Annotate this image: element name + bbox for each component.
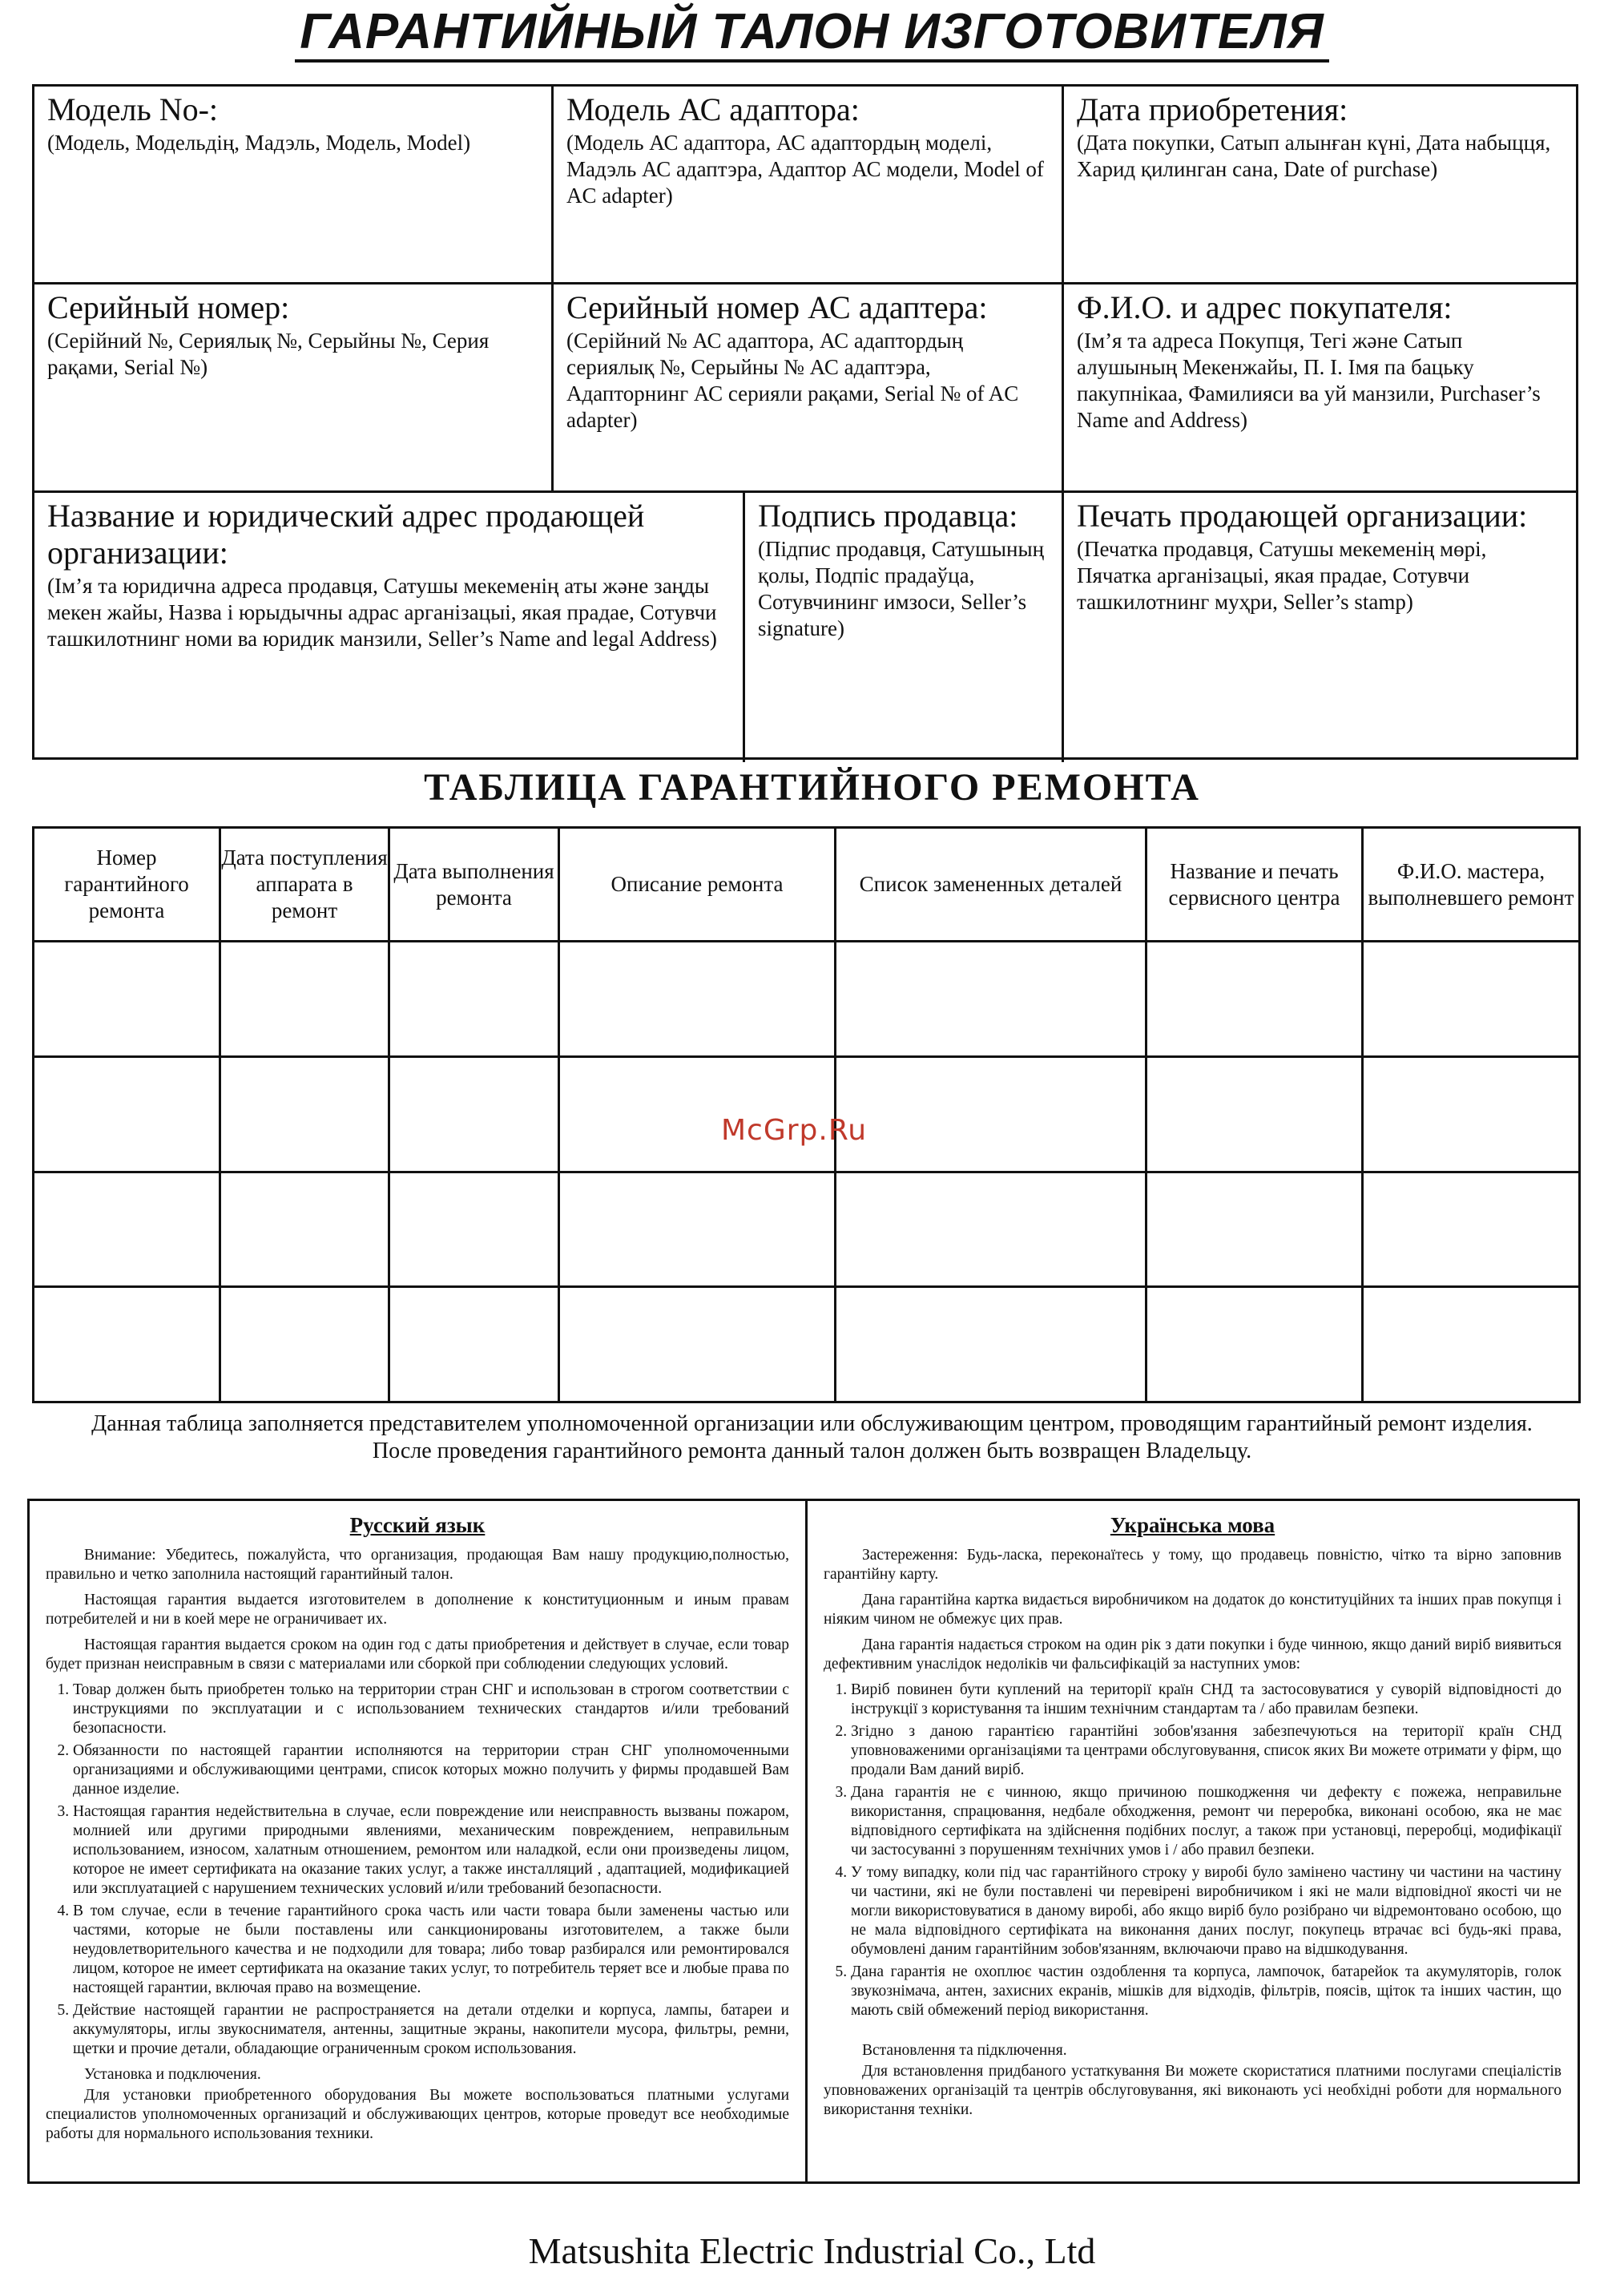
list-item: 4. В том случае, если в течение гарантийного срока часть или части товара были заменены частью или частями, которые не были поставлены или санкционированы изготовителем, а также были неудовлетворительного качества и не подходили для товара; либо товар разбирался или ремонтировался лицом, которое не имеет сертификата на оказание таких услуг, то потребитель теряет все и любые права по настоящей гарантии, включая право на возмещение.	[73, 1902, 789, 1998]
list-item: 3. Дана гарантія не є чинною, якщо причиною пошкодження чи дефекту є пожежа, неправильне використання, спрацювання, недбале обходження, ремонт чи переробка, виконані особою, яка не має відповідного сертифіката на здійснення подібних послуг, а також при установці, переробці, модифікації чи застосуванні з порушенням технічних умов і / або правил безпеки.	[851, 1783, 1562, 1860]
model-label: Модель No-:	[47, 91, 219, 127]
header-service-center: Название и печать сервисного центра	[1146, 828, 1363, 942]
table-header-row	[34, 828, 1580, 942]
seller-label: Название и юридический адрес продающей организации:	[47, 498, 645, 571]
table-cell[interactable]	[389, 1056, 559, 1172]
adapter-model-field[interactable]	[554, 87, 1062, 282]
table-cell[interactable]	[34, 1056, 220, 1172]
purchaser-field[interactable]	[1064, 285, 1576, 490]
table-cell[interactable]	[559, 1172, 836, 1287]
table-cell[interactable]	[1146, 1056, 1363, 1172]
seller-signature-field[interactable]	[745, 493, 1062, 760]
adapter-serial-label: Серийный номер АС адаптера:	[566, 289, 988, 325]
russian-conditions-list	[46, 1681, 789, 2059]
table-cell[interactable]	[220, 1287, 389, 1402]
list-item: 4. У тому випадку, коли під час гарантійного строку у виробі було замінено частину чи частини на частину чи частини, які не були поставлені чи перевірені виробничиком і які не мали відповідної якості чи не могли використовуватися в даному виробі, або якщо виріб було розібрано чи відремонтовано особою, що не мала відповідного сертифіката на виконання даних послуг, покупець втрачає всі будь-які права, обумовлені даним гарантійним зобов'язанням, включаючи право на відшкодування.	[851, 1863, 1562, 1959]
seller-signature-sublabel: (Підпис продавця, Сатушының қолы, Подпіс прадаўца, Сотувчининг имзоси, Seller’s signature)	[758, 537, 1045, 640]
russian-warning: Внимание: Убедитесь, пожалуйста, что организация, продающая Вам нашу продукцию,полностью, правильно и четко заполнила настоящий гарантийный талон.	[46, 1547, 789, 1583]
table-cell[interactable]	[836, 1172, 1146, 1287]
table-row	[34, 1287, 1580, 1402]
table-cell[interactable]	[34, 1172, 220, 1287]
table-cell[interactable]	[34, 942, 220, 1057]
table-note	[0, 1410, 1624, 1465]
list-item: 1. Виріб повинен бути куплений на території країн СНД та застосовуватися у суворій відповідності до інструкції з користування та іншим технічним стандартам та / або правилам безпеки.	[851, 1681, 1562, 1719]
repair-table-title: ТАБЛИЦА ГАРАНТИЙНОГО РЕМОНТА	[424, 766, 1200, 809]
table-cell[interactable]	[836, 942, 1146, 1057]
page-title	[0, 3, 1624, 60]
russian-paragraph: Настоящая гарантия выдается изготовителем в дополнение к конституционным и иным правам потребителей и ни в коей мере не ограничивает их.	[46, 1592, 789, 1628]
header-repair-description: Описание ремонта	[559, 828, 836, 942]
table-cell[interactable]	[34, 1287, 220, 1402]
company-footer: Matsushita Electric Industrial Co., Ltd	[528, 2230, 1096, 2271]
ukrainian-warning: Застереження: Будь-ласка, переконаїтесь у тому, що продавець повністю, чітко та вірно заповнив гарантійну карту.	[824, 1547, 1562, 1583]
table-cell[interactable]	[389, 1172, 559, 1287]
russian-heading: Русский язык	[349, 1513, 486, 1537]
table-cell[interactable]	[389, 942, 559, 1057]
ukrainian-terms	[808, 1501, 1578, 2126]
russian-install-text: Для установки приобретенного оборудования Вы можете воспользоваться платными услугами специалистов уполномоченных организаций и обслуживающих центров, которые проведут все необходимые работы для нормального использования техники.	[46, 2087, 789, 2142]
list-item: 5. Дана гарантія не охоплює частин оздоблення та корпуса, лампочок, батарейок та акумуляторів, голок звукознімача, антен, захисних екранів, мішків для відходів, фільтрів, поясів, щіток та інших частин, що мають свій обмежений період використання.	[851, 1963, 1562, 2020]
table-row	[34, 1172, 1580, 1287]
adapter-serial-sublabel: (Серійний № АС адаптора, АС адаптордың сериялық №, Серыйны № АС адаптэра, Адапторнинг АС серияли рақами, Serial № of AC adapter)	[566, 329, 1019, 432]
adapter-model-label: Модель АС адаптора:	[566, 91, 860, 127]
watermark: McGrp.Ru	[721, 1114, 868, 1147]
spacer	[824, 2027, 1562, 2041]
table-cell[interactable]	[1363, 1056, 1580, 1172]
purchase-date-label: Дата приобретения:	[1077, 91, 1348, 127]
russian-terms	[30, 1501, 805, 2150]
table-cell[interactable]	[389, 1287, 559, 1402]
table-cell[interactable]	[220, 1172, 389, 1287]
table-cell[interactable]	[220, 942, 389, 1057]
purchaser-sublabel: (Ім’я та адреса Покупця, Тегі және Сатып алушының Мекенжайы, П. І. Імя па бацьку пакупнікаа, Фамилияси ва уй манзили, Purchaser’s Name and Address)	[1077, 329, 1541, 432]
model-sublabel: (Модель, Модельдің, Мадэль, Модель, Model)	[47, 131, 471, 155]
table-cell[interactable]	[1363, 1172, 1580, 1287]
adapter-model-sublabel: (Модель АС адаптора, АС адаптордың моделі, Мадэль АС адаптэра, Адаптор АС модели, Model of AC adapter)	[566, 131, 1044, 208]
list-item: 1. Товар должен быть приобретен только на территории стран СНГ и использован в строгом соответствии с инструкциями по эксплуатации и с использованием технических стандартов и/или требований безопасности.	[73, 1681, 789, 1738]
table-row	[34, 942, 1580, 1057]
seller-signature-label: Подпись продавца:	[758, 498, 1018, 534]
ukrainian-heading: Українська мова	[1110, 1513, 1275, 1537]
table-cell[interactable]	[1363, 942, 1580, 1057]
header-repair-number: Номер гарантийного ремонта	[34, 828, 220, 942]
seller-field[interactable]	[34, 493, 743, 760]
purchase-date-field[interactable]	[1064, 87, 1576, 282]
table-cell[interactable]	[220, 1056, 389, 1172]
header-completed-date: Дата выполнения ремонта	[389, 828, 559, 942]
seller-sublabel: (Ім’я та юридична адреса продавця, Сатушы мекеменің аты және заңды мекен жайы, Назва і юрыдычны адрас арганізацыі, якая прадае, Сотувчи ташкилотнинг номи ва юридик манзили, Seller’s Name and legal Address)	[47, 574, 717, 651]
list-item: 2. Згідно з даною гарантією гарантійні зобов'язання забезпечуються на території країн СНД уповноваженими організаціями та центрами обслуговування, список яких Ви можете отримати у фірм, що продали Вам даний виріб.	[851, 1722, 1562, 1780]
russian-paragraph: Настоящая гарантия выдается сроком на один год с даты приобретения и действует в случае, если товар будет признан неисправным в связи с материалами или сборкой при соблюдении следующих условий.	[46, 1636, 789, 1673]
table-cell[interactable]	[1146, 1287, 1363, 1402]
seller-stamp-field[interactable]	[1064, 493, 1576, 760]
model-field[interactable]	[34, 87, 551, 282]
warranty-info-grid	[32, 84, 1578, 760]
ukrainian-paragraph: Дана гарантійна картка видається виробничиком на додаток до конституційних та інших прав покупця і ніяким чином не обмежує цих прав.	[824, 1592, 1562, 1628]
seller-stamp-sublabel: (Печатка продавця, Сатушы мекеменің мөрі, Пячатка арганізацыі, якая прадае, Сотувчи ташкилотнинг муҳри, Seller’s stamp)	[1077, 537, 1487, 614]
adapter-serial-field[interactable]	[554, 285, 1062, 490]
purchase-date-sublabel: (Дата покупки, Сатып алынған күні, Дата набыцця, Харид қилинган сана, Date of purchase)	[1077, 131, 1551, 181]
warranty-terms	[27, 1499, 1580, 2184]
table-cell[interactable]	[1146, 1172, 1363, 1287]
page-title-text: ГАРАНТИЙНЫЙ ТАЛОН ИЗГОТОВИТЕЛЯ	[295, 4, 1329, 63]
table-cell[interactable]	[559, 1287, 836, 1402]
table-cell[interactable]	[836, 1056, 1146, 1172]
list-item: 2. Обязанности по настоящей гарантии исполняются на территории стран СНГ уполномоченными организациями и обслуживающими центрами, список которых можно получить у фирмы продавшей Вам данное изделие.	[73, 1741, 789, 1799]
header-replaced-parts: Список замененных деталей	[836, 828, 1146, 942]
serial-label: Серийный номер:	[47, 289, 290, 325]
table-note-line1: Данная таблица заполняется представителем уполномоченной организации или обслуживающим центром, проводящим гарантийный ремонт изделия.	[91, 1411, 1533, 1436]
table-cell[interactable]	[1363, 1287, 1580, 1402]
serial-field[interactable]	[34, 285, 551, 490]
list-item: 3. Настоящая гарантия недействительна в случае, если повреждение или неисправность вызваны пожаром, молнией или другими природными явлениями, механическим повреждением, неправильным использованием, износом, халатным отношением, ремонтом или наладкой, если они произведены лицом, которое не имеет сертификата на оказание таких услуг, а также инсталляций , адаптацией, модификацией или эксплуатацией с нарушением технических условий и/или требований безопасности.	[73, 1802, 789, 1899]
table-note-line2: После проведения гарантийного ремонта данный талон должен быть возвращен Владельцу.	[372, 1439, 1252, 1463]
ukrainian-conditions-list	[824, 1681, 1562, 2020]
russian-install-title: Установка и подключения.	[84, 2066, 261, 2083]
seller-stamp-label: Печать продающей организации:	[1077, 498, 1528, 534]
ukrainian-install-text: Для встановлення придбаного устаткування Ви можете скористатися платними послугами спеціалістів уповноважених організацій та центрів обслуговування, які виконають усі необхідні роботи для нормального використання техніки.	[824, 2063, 1562, 2118]
ukrainian-paragraph: Дана гарантія надається строком на один рік з дати покупки і буде чинною, якщо даний виріб виявиться дефективним унаслідок недоліків чи фальсифікацій за наступних умов:	[824, 1636, 1562, 1673]
table-cell[interactable]	[1146, 942, 1363, 1057]
header-received-date: Дата поступления аппарата в ремонт	[220, 828, 389, 942]
table-cell[interactable]	[836, 1287, 1146, 1402]
list-item: 5. Действие настоящей гарантии не распространяется на детали отделки и корпуса, лампы, батареи и аккумуляторы, иглы звукоснимателя, антенны, защитные экраны, накопители мусора, фильтры, ремни, щетки и прочие детали, обладающие ограниченным сроком использования.	[73, 2001, 789, 2059]
serial-sublabel: (Серійний №, Сериялық №, Серыйны №, Серия рақами, Serial №)	[47, 329, 490, 379]
header-technician: Ф.И.О. мастера, выполневшего ремонт	[1363, 828, 1580, 942]
ukrainian-install-title: Встановлення та підключення.	[862, 2042, 1067, 2059]
purchaser-label: Ф.И.О. и адрес покупателя:	[1077, 289, 1453, 325]
table-cell[interactable]	[559, 942, 836, 1057]
